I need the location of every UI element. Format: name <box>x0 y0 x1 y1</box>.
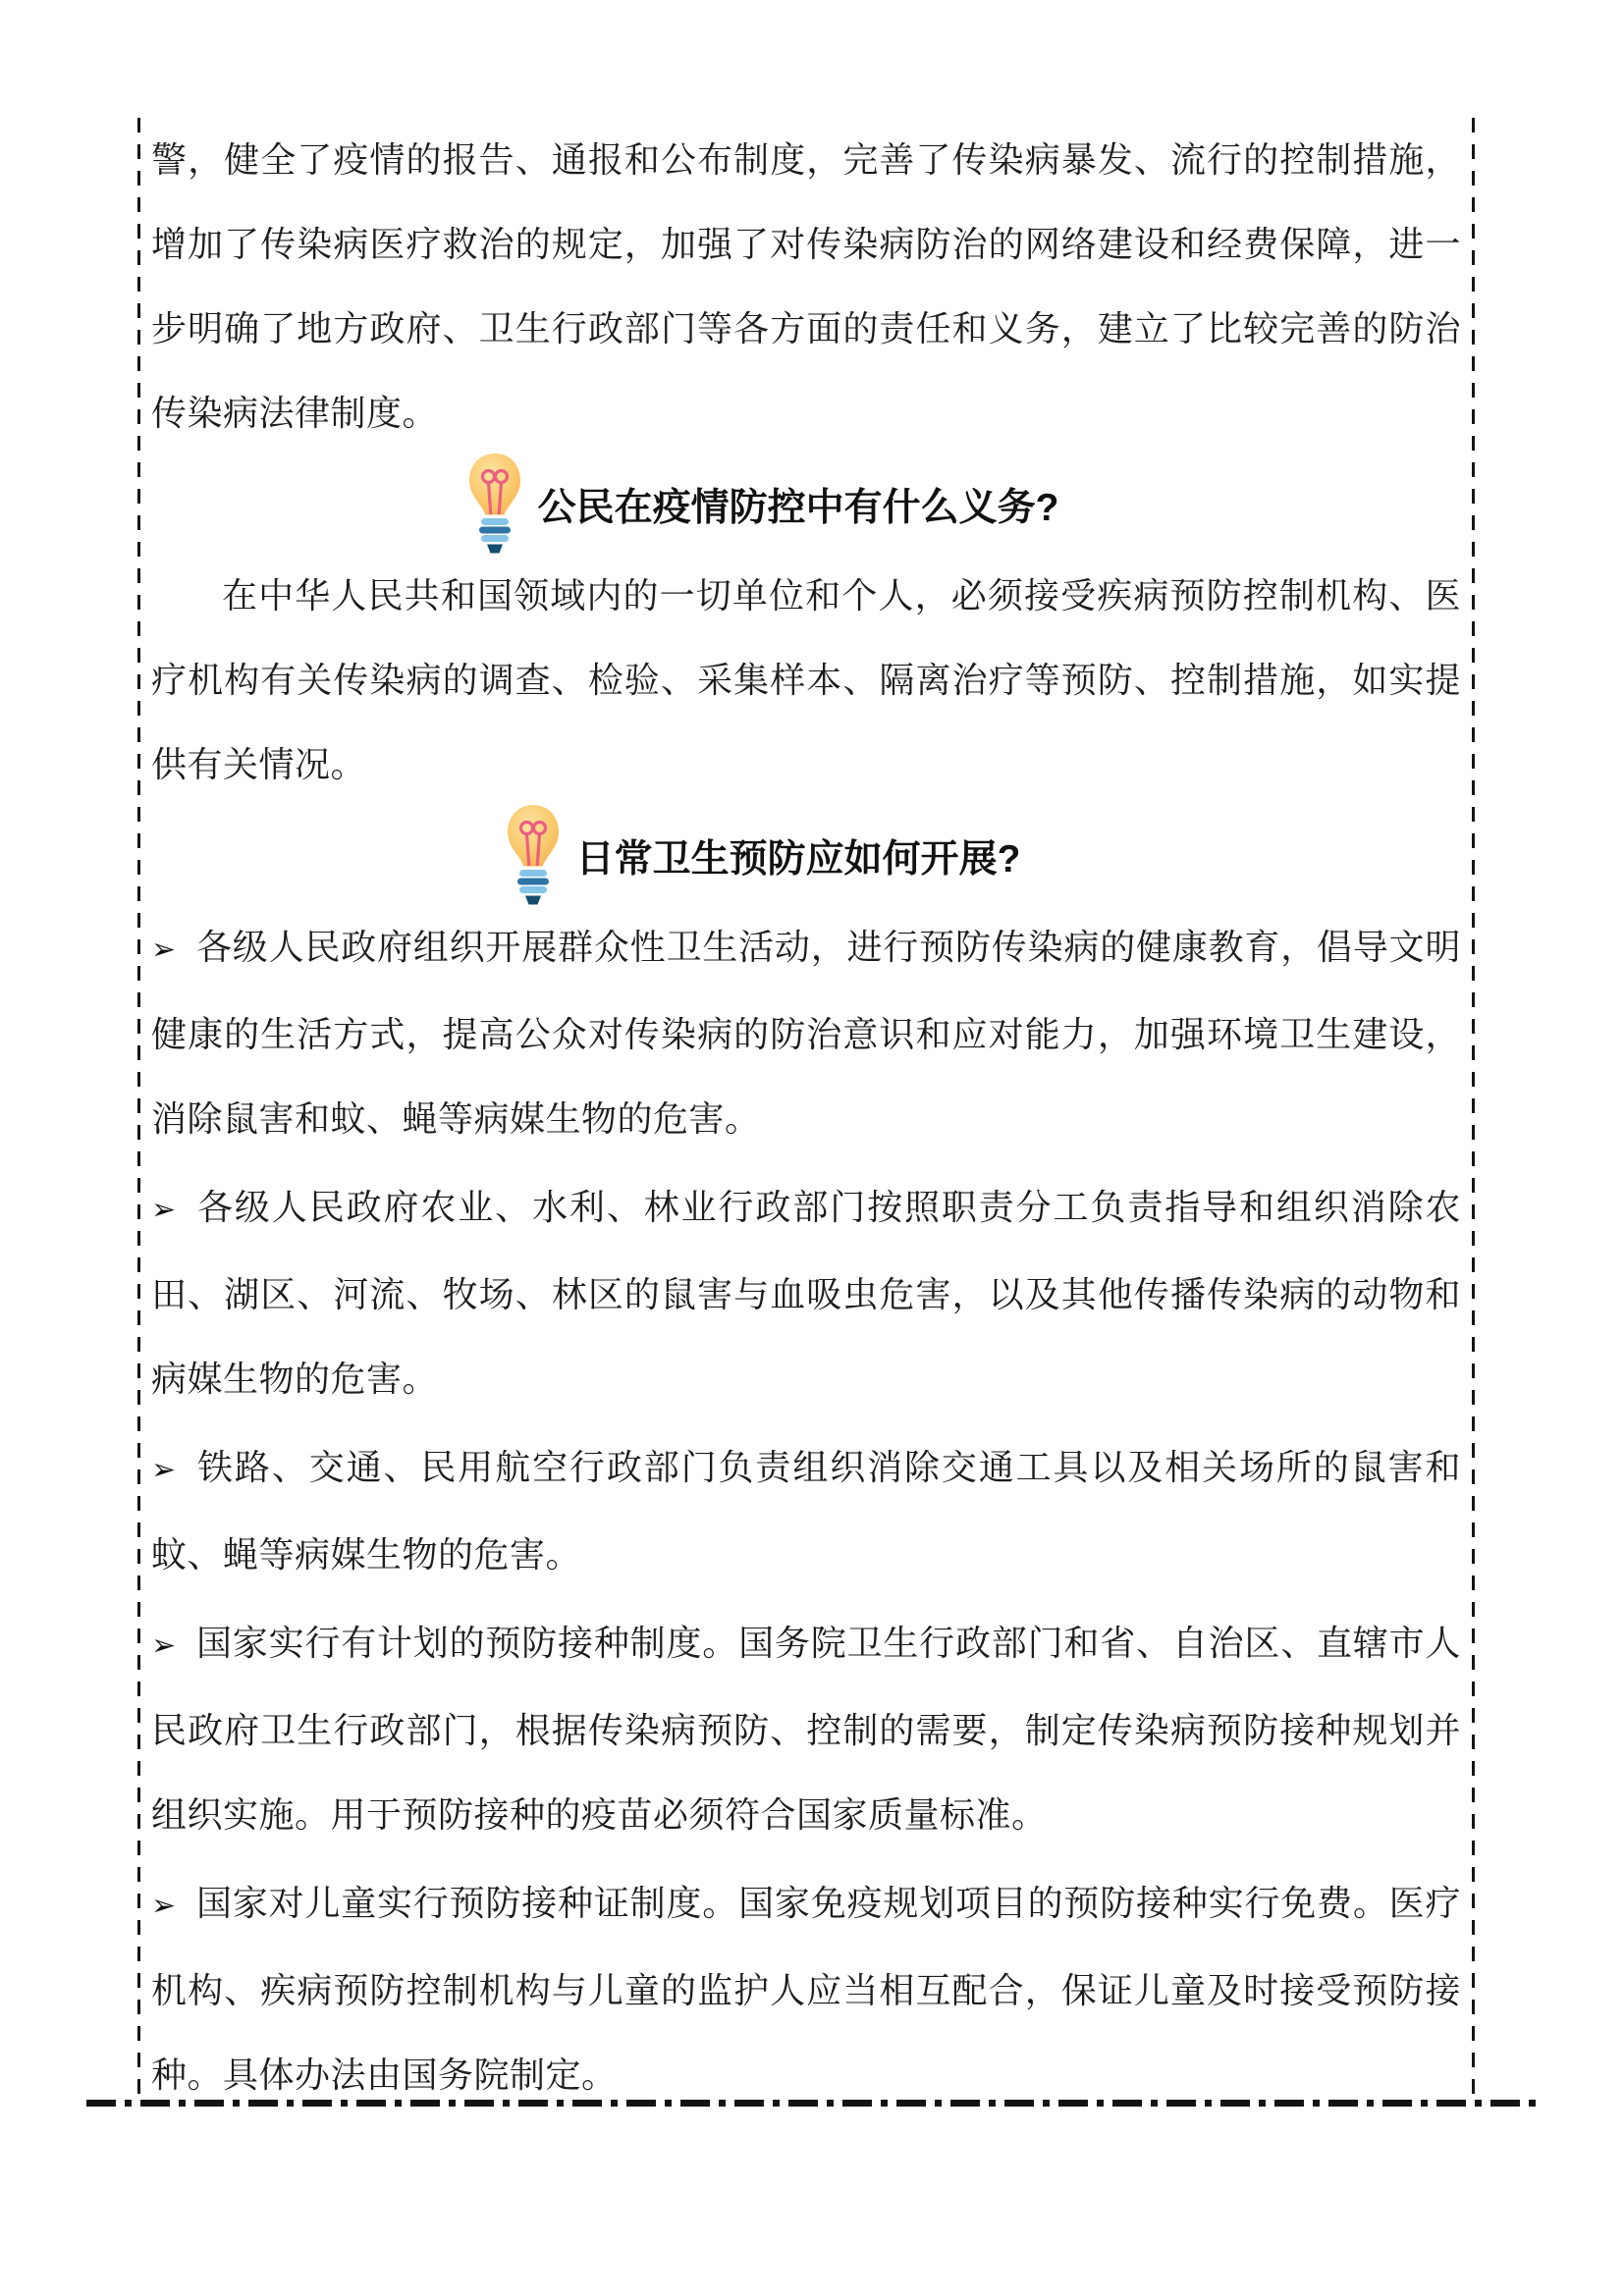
answer-paragraph: 在中华人民共和国领域内的一切单位和个人，必须接受疾病预防控制机构、医疗机构有关传染病的调查、检验、采集样本、隔离治疗等预防、控制措施，如实提供有关情况。 <box>151 576 1461 784</box>
bullet-item <box>151 1861 1461 2117</box>
page-border-bottom <box>86 2100 1543 2107</box>
bullet-item <box>151 905 1461 1161</box>
bullet-item <box>151 1165 1461 1421</box>
bullet-item <box>151 1425 1461 1597</box>
page-border-right <box>1472 118 1475 2103</box>
continuation-paragraph: 警，健全了疫情的报告、通报和公布制度，完善了传染病暴发、流行的控制措施，增加了传染病医疗救治的规定，加强了对传染病防治的网络建设和经费保障，进一步明确了地方政府、卫生行政部门等各方面的责任和义务，建立了比较完善的防治传染病法律制度。 <box>151 140 1461 433</box>
bullet-arrow-icon: ➢ <box>151 933 177 967</box>
bullet-text: 各级人民政府组织开展群众性卫生活动，进行预防传染病的健康教育，倡导文明健康的生活方式，提高公众对传染病的防治意识和应对能力，加强环境卫生建设，消除鼠害和蚊、蝇等病媒生物的危害。 <box>151 928 1461 1139</box>
page-border-left <box>137 118 140 2103</box>
lightbulb-icon <box>465 450 524 560</box>
bullet-arrow-icon: ➢ <box>151 1629 177 1663</box>
question-section-2-heading <box>107 807 1417 905</box>
bullet-arrow-icon: ➢ <box>151 1889 177 1923</box>
bullet-arrow-icon: ➢ <box>151 1453 177 1487</box>
bullet-arrow-icon: ➢ <box>151 1193 177 1227</box>
bullet-text: 国家对儿童实行预防接种证制度。国家免疫规划项目的预防接种实行免费。医疗机构、疾病预防控制机构与儿童的监护人应当相互配合，保证儿童及时接受预防接种。具体办法由国务院制定。 <box>151 1884 1461 2095</box>
lightbulb-icon <box>504 801 563 911</box>
bullet-text: 铁路、交通、民用航空行政部门负责组织消除交通工具以及相关场所的鼠害和蚊、蝇等病媒生物的危害。 <box>151 1448 1461 1575</box>
question-title: 日常卫生预防应如何开展? <box>575 838 1021 881</box>
bullet-text: 国家实行有计划的预防接种制度。国务院卫生行政部门和省、自治区、直辖市人民政府卫生行政部门，根据传染病预防、控制的需要，制定传染病预防接种规划并组织实施。用于预防接种的疫苗必须符合国家质量标准。 <box>151 1624 1461 1835</box>
bullet-item <box>151 1601 1461 1857</box>
question-section-1-heading <box>107 455 1417 554</box>
document-page <box>137 118 1475 2103</box>
bullet-text: 各级人民政府农业、水利、林业行政部门按照职责分工负责指导和组织消除农田、湖区、河流、牧场、林区的鼠害与血吸虫危害，以及其他传播传染病的动物和病媒生物的危害。 <box>151 1188 1461 1399</box>
bullet-list <box>151 905 1461 2117</box>
question-title: 公民在疫情防控中有什么义务? <box>537 487 1059 529</box>
